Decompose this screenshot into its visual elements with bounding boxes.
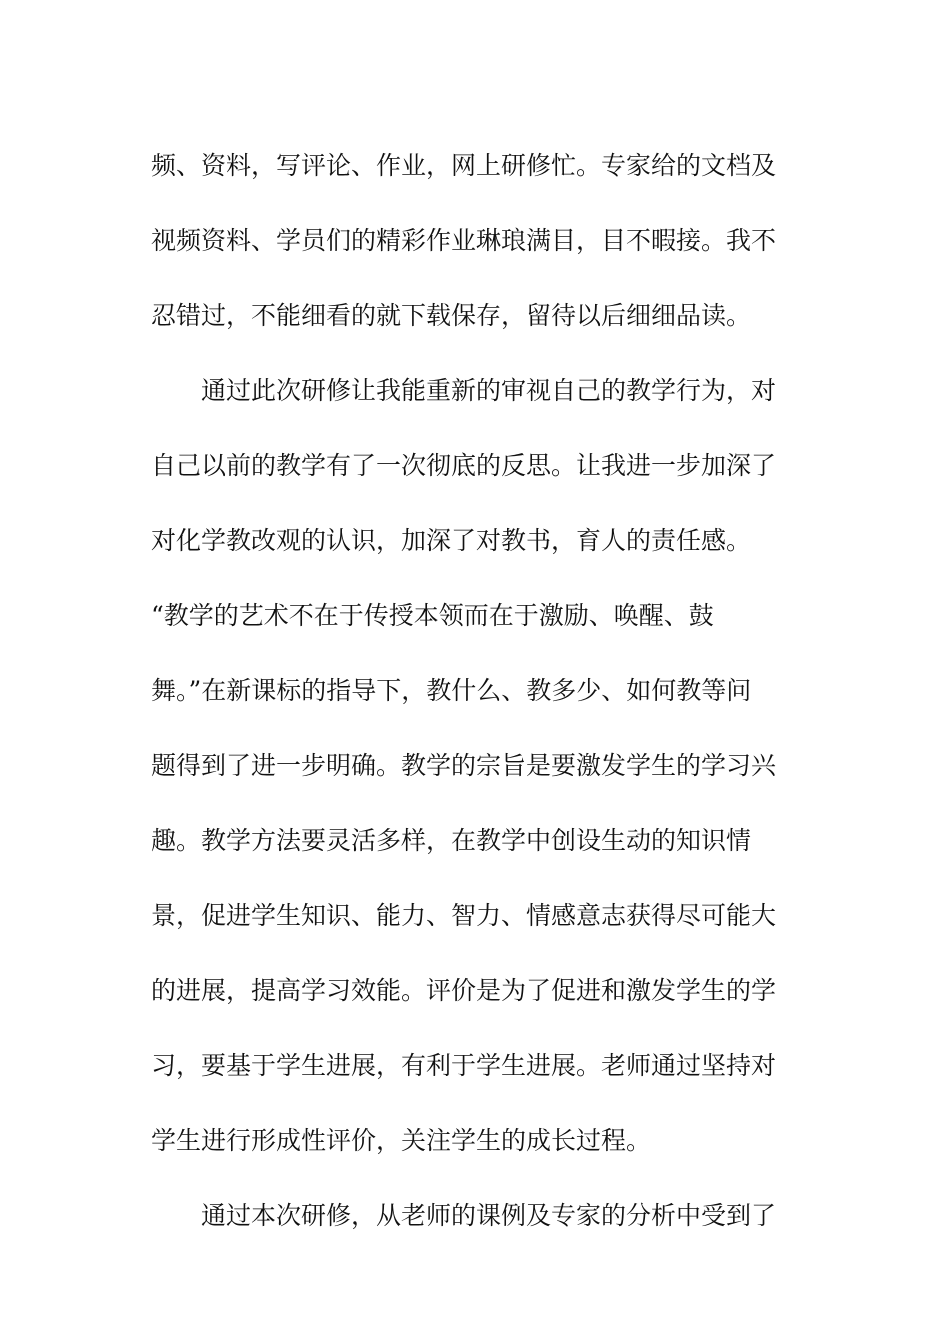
text-line: 习，要基于学生进展，有利于学生进展。老师通过坚持对	[151, 1051, 777, 1080]
body-text	[151, 128, 801, 1253]
text-line: 趣。教学方法要灵活多样，在教学中创设生动的知识情	[151, 826, 752, 855]
text-line: 的进展，提高学习效能。评价是为了促进和激发学生的学	[151, 976, 777, 1005]
text-line: 忍错过，不能细看的就下载保存，留待以后细细品读。	[151, 301, 752, 330]
text-line: 频、资料，写评论、作业，网上研修忙。专家给的文档及	[151, 151, 777, 180]
text-line: 视频资料、学员们的精彩作业琳琅满目，目不暇接。我不	[151, 226, 777, 255]
text-line: “教学的艺术不在于传授本领而在于激励、唤醒、鼓	[151, 601, 714, 630]
paragraph-start-line: 通过本次研修，从老师的课例及专家的分析中受到了	[201, 1201, 777, 1230]
text-line: 题得到了进一步明确。教学的宗旨是要激发学生的学习兴	[151, 751, 777, 780]
text-line: 学生进行形成性评价，关注学生的成长过程。	[151, 1126, 652, 1155]
paragraph-start-line: 通过此次研修让我能重新的审视自己的教学行为，对	[201, 376, 777, 405]
text-line: 对化学教改观的认识，加深了对教书，育人的责任感。	[151, 526, 752, 555]
text-line: 舞。”在新课标的指导下，教什么、教多少、如何教等问	[151, 676, 752, 705]
text-line: 景，促进学生知识、能力、智力、情感意志获得尽可能大	[151, 901, 777, 930]
text-line: 自己以前的教学有了一次彻底的反思。让我进一步加深了	[151, 451, 777, 480]
